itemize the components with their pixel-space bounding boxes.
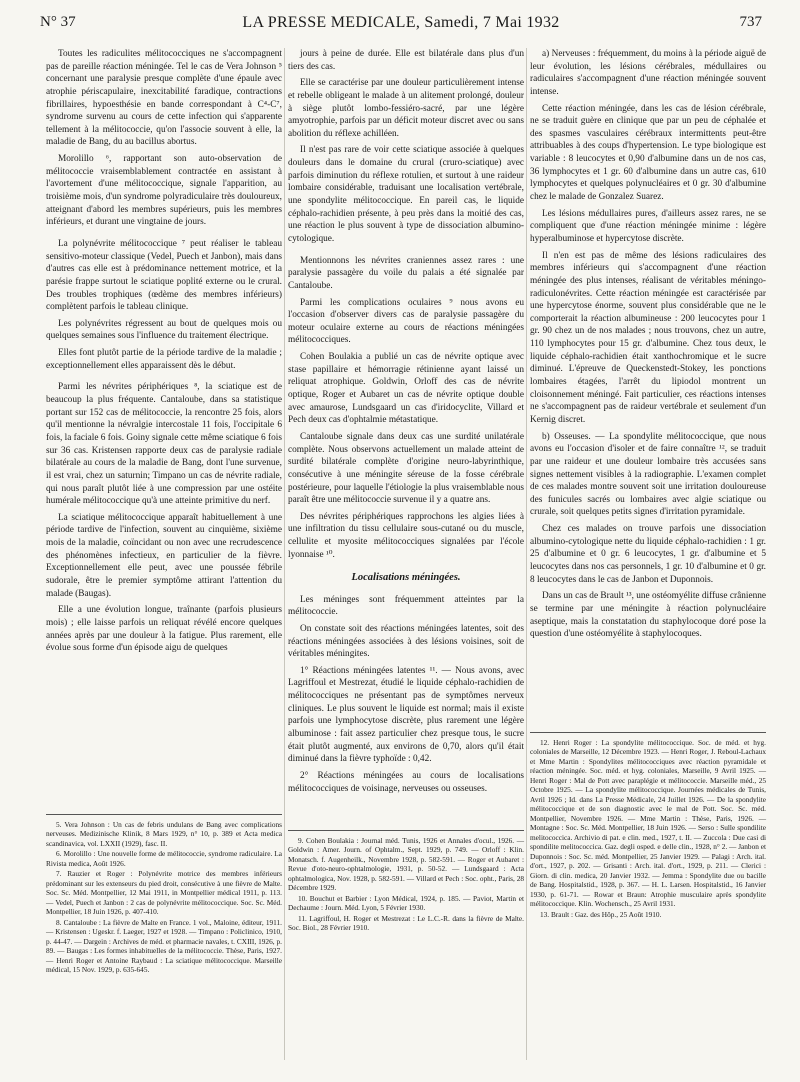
footnote: 9. Cohen Boulakia : Journal méd. Tunis, 1926 et Annales d'ocul., 1926. — Goldwin : Amer. Journ. of Ophtalm., Sept. 1929, p. 749. — Orloff : Klin. Monatsch. f. Augenheilk., Novembre 1928, p. 582-591. — Roger et Aubaret : Revue d'oto-neuro-ophtalmologie, 1931, p. 50-52. — Lundsgaard : Acta ophtalmologica, Nov. 1928, p. 582-591. — Villard et Pech : Soc. opht., Paris, 28 Décembre 1929.: [288, 836, 524, 893]
column-3: [530, 48, 766, 645]
paragraph: Parmi les névrites périphériques ⁸, la sciatique est de beaucoup la plus fréquente. Cantaloube, dans sa statistique portant sur 152 cas de mélitococcie, la rencontre 25 fois, alors qu'il mentionne la névralgie intercostale 11 fois, l'occipitale 6 fois, la faciale 6 fois. Goiny signale cette même sciatique 6 fois sur 36 cas. Kristensen rapporte deux cas de paralysie radiale bilatérale au cours de la maladie de Bang, dont l'une survenue, il est vrai, chez un saturnin; Timpano un cas de névrite radiale, qui nous paraît plutôt liée à une compression par une ostéite humérale mélitococcique qu'à une atteinte primitive du nerf.: [46, 382, 282, 507]
footnote: 7. Rauzier et Roger : Polynévrite motrice des membres inférieurs prédominant sur les extenseurs du pied droit, consécutive à une fièvre de Malte. Soc. Sc. Méd. Montpellier, 12 Mai 1911, in Montpellier médical 1911, p. 113. — Vedel, Puech et Janbon : 2 cas de polynévrite mélitococcique. Soc. Sc. Méd. Montpellier, 18 Juin 1926, p. 407-410.: [46, 869, 282, 917]
paragraph: La sciatique mélitococcique apparaît habituellement à une période tardive de l'infection, souvent au cinquième, sixième mois de la maladie, coïncidant ou non avec une recrudescence des phénomènes infectieux, en particulier de la fièvre. Exceptionnellement elle peut, avec une poussée fébrile sudorale, être le premier symptôme attirant l'attention du malade (Baugas).: [46, 512, 282, 599]
column-divider: [284, 48, 285, 1060]
paragraph: Des névrites périphériques rapprochons les algies liées à une infiltration du tissu cellulaire sous-cutané ou du muscle, cellulite et myosite mélitococciques signalées par l'école lyonnaise ¹⁰.: [288, 511, 524, 560]
column-2: [288, 48, 524, 799]
paragraph: Toutes les radiculites mélitococciques ne s'accompagnent pas de pareille réaction méningée. Tel le cas de Vera Johnson ⁵ concernant une paralysie presque complète d'une épaule avec atrophie périscapulaire, inexcitabilité faradique, contractions fibrillaires, hypoesthésie en bande correspondant à C⁴-C⁷, syndrome survenu au cours de cette infection qui s'apparente tellement à la mélitococcie, qu'on l'associe souvent à elle, la maladie de Bang, du au bacillus abortus.: [46, 49, 282, 148]
paragraph: Parmi les complications oculaires ⁹ nous avons eu l'occasion d'observer divers cas de paralysie passagère du moteur oculaire externe au cours de réactions méningées mélitococciques.: [288, 297, 524, 346]
footnote: 6. Morolillo : Une nouvelle forme de mélitococcie, syndrome radiculaire. La Rivista medica, Août 1926.: [46, 849, 282, 868]
paragraph: jours à peine de durée. Elle est bilatérale dans plus d'un tiers des cas.: [288, 49, 524, 72]
paragraph: Les méninges sont fréquemment atteintes par la mélitococcie.: [288, 594, 524, 618]
paragraph: Cantaloube signale dans deux cas une surdité unilatérale complète. Nous observons actuellement un malade atteint de surdité bilatérale complète d'origine neuro-labyrinthique, consécutive à une méningite séreuse de la fosse cérébrale postérieure, pour laquelle l'étiologie la plus vraisemblable nous paraît être une mélitococcie survenue il y a quatre ans.: [288, 431, 524, 506]
paragraph: b) Osseuses. — La spondylite mélitococcique, que nous avons eu l'occasion d'isoler et de faire connaître ¹², se traduit par une raideur et une douleur lombaire très accusées sans signes nettement visibles à la radiographie. L'examen complet de ces malades montre souvent soit une irritation douloureuse des funicules sacrés ou lombaires avec algie sciatique ou crurale, soit quelques petits signes d'irritation pyramidale.: [530, 431, 766, 518]
paragraph: Les polynévrites régressent au bout de quelques mois ou quelques semaines sous l'influence du traitement électrique.: [46, 318, 282, 342]
paragraph: Cette réaction méningée, dans les cas de lésion cérébrale, ne se traduit guère en clinique que par un peu de céphalée et des spasmes vasculaires cérébraux intermittents peut-être attribuables à des coups d'hypertension. Le type biologique est variable : 8 leucocytes et 0,90 d'albumine dans un de nos cas, 36 lymphocytes et 1 gr. 60 d'albumine dans un autre cas, 610 lymphocytes et quelques polynucléaires et 0 gr. 30 d'albumine chez le malade de Gonzalez Suarez.: [530, 103, 766, 203]
page-number: 737: [739, 14, 762, 30]
paragraph: Mentionnons les névrites craniennes assez rares : une paralysie passagère du voile du palais a été signalée par Cantaloube.: [288, 255, 524, 291]
paragraph: 1° Réactions méningées latentes ¹¹. — Nous avons, avec Lagriffoul et Mestrezat, étudié le liquide céphalo-rachidien de mélitococciques ne présentant pas de symptômes nerveux cliniques. Le plus souvent le liquide est normal; mais il existe parfois une lymphocytose discrète, plus rarement une légère albuminose : fait assez particulier chez presque tous, le sucre était plutôt augmenté, aux environs de 0,70, alors qu'il était diminué dans la fièvre typhoïde : 0,42.: [288, 665, 524, 765]
footnotes-column-1: [46, 820, 282, 976]
issue-number: N° 37: [40, 14, 76, 30]
footnote: 8. Cantaloube : La fièvre de Malte en France. 1 vol., Maloine, éditeur, 1911. — Kristensen : Ugeskr. f. Laeger, 1927 et 1928. — Timpano : Policlinico, 1910, p. 44-47. — Dargein : Archives de méd. et pharmacie navales, t. CXIII, 1926, p. 89. — Baugas : Les formes inhabituelles de la mélitococcie. Thèse, Paris, 1927. — Henri Roger et Antoine Raybaud : La sciatique mélitococcique. Marseille médical, 15 Nov. 1929, p. 635-645.: [46, 917, 282, 975]
column-1: [46, 48, 282, 659]
footnote: 11. Lagriffoul, H. Roger et Mestrezat : Le L.C.-R. dans la fièvre de Malte. Soc. Biol., 28 Février 1910.: [288, 913, 524, 933]
footnotes-column-3: [530, 738, 766, 920]
paragraph: Elles font plutôt partie de la période tardive de la maladie ; exceptionnellement elles apparaissent dès le début.: [46, 348, 282, 371]
footnote-rule: [288, 830, 524, 831]
footnote: 13. Brault : Gaz. des Hôp., 25 Août 1910.: [540, 909, 662, 919]
paragraph: La polynévrite mélitococcique ⁷ peut réaliser le tableau sensitivo-moteur classique (Vedel, Puech et Janbon), mais dans d'autres cas elle est à prédominance nettement motrice, et la parésie frappe surtout le sciatique poplité externe ou le crural. Des troubles trophiques (œdème des membres inférieurs) complètent parfois le tableau clinique.: [46, 238, 282, 313]
section-heading: Localisations méningées.: [351, 572, 461, 584]
footnote-rule: [530, 732, 766, 733]
paragraph: Il n'est pas rare de voir cette sciatique associée à quelques douleurs dans le domaine du crural (cruro-sciatique) avec parfois diminution du réflexe rotulien, et surtout à une raideur lombaire considérable, traduisant une localisation vertébrale, une spondylite mélitococcique. En pareil cas, le liquide céphalo-rachidien présente, à peu près dans la moitié des cas, une réaction le plus souvent à type de dissociation albumino-cytologique.: [288, 145, 524, 244]
paragraph: Elle a une évolution longue, traînante (parfois plusieurs mois) ; elle laisse parfois un reliquat révélé encore quelques années après par une douleur à la fatigue. Plus rarement, elle évolue sous forme d'un épisode aigu de quelques: [46, 605, 282, 654]
paragraph: Chez ces malades on trouve parfois une dissociation albumino-cytologique nette du liquide céphalo-rachidien : 1 gr. 25 d'albumine et 0 gr. 6 leucocytes, 1 gr. d'albumine et 5 leucocytes dans nos cas personnels, 1 gr. 10 d'albumine et 0 gr. 8 leucocytes dans le cas de Janbon et Duponnois.: [530, 524, 766, 585]
paragraph: Cohen Boulakia a publié un cas de névrite optique avec stase papillaire et hémorragie rétinienne ayant laissé un reliquat atrophique. Goldwin, Orloff des cas de névrite optique, Roger et Aubaret un cas de névrite optique double avec amaurose, Lundsgaard un cas d'iridocyclite, Villard et Pech deux cas d'ophtalmie métastatique.: [288, 352, 524, 426]
paragraph: Il n'en est pas de même des lésions radiculaires des membres inférieurs qui s'accompagnent d'une réaction méningée des plus intenses, réalisant de véritables méningo-radiculonévrites. Cette réaction méningée est caractérisée par une hypercytose énorme, souvent plus considérable que ne le comporterait la réaction albumineuse : 200 leucocytes pour 1 gr. 90 chez un de nos malades ; nous trouvons, chez un autre, 110 lymphocytes pour 15 gr. d'albumine. Chez tous deux, le liquide céphalo-rachidien était xanthochromique et le sucre diminué. L'épreuve de Queckenstedt-Stokey, les ponctions lombaires étagées, l'arrêt du lipiodol montrent un cloisonnement méningé. Fait particulier, ces réactions intenses ne s'accompagnent pas de raideur vertébrale et seulement d'un Kernig discret.: [530, 250, 766, 425]
paragraph: Dans un cas de Brault ¹³, une ostéomyélite diffuse crânienne se termine par une méningite à réaction polynucléaire aseptique, mais la constatation du staphylocoque doré pose la question d'une ostéomyélite à staphylocoques.: [530, 591, 766, 640]
footnote-rule: [46, 814, 282, 815]
paragraph: Les lésions médullaires pures, d'ailleurs assez rares, ne se compliquent que d'une réaction méningée minime : légère hyperalbuminose et hypercytose discrète.: [530, 208, 766, 244]
footnotes-column-2: [288, 836, 524, 934]
paragraph: Morolillo ⁶, rapportant son auto-observation de mélitococcie vraisemblablement contractée en assistant à l'avortement d'une mélitococcique, signale l'apparition, au troisième mois, d'un syndrome polyradiculaire très douloureux, atteignant d'abord les membres supérieurs, puis les membres inférieurs, et durant une vingtaine de jours.: [46, 154, 282, 228]
page-header: [40, 14, 762, 36]
footnote: 5. Vera Johnson : Un cas de febris undulans de Bang avec complications nerveuses. Medizinische Klinik, 8 Mars 1929, n° 10, p. 389 et Acta medica scandinavica, vol. LXXII (1929), fasc. II.: [46, 820, 282, 848]
footnote: 12. Henri Roger : La spondylite mélitococcique. Soc. de méd. et hyg. coloniales de Marseille, 12 Décembre 1923. — Henri Roger, J. Reboul-Lachaux et Mme Martin : Spondylites mélitococciques avec réaction pyramidale et réaction méningée. Soc. méd. et hyg. coloniales, Marseille, 9 Avril 1925. — Henri Roger : Mal de Pott avec paraplégie et mélitococcie. Marseille méd., 25 Octobre 1925. — La spondylite mélitococcique. Journées médicales de Tunis, Avril 1926 ; Id. dans La Presse Médicale, 24 Juillet 1926. — De la spondylite mélitococcique et de son diagnostic avec le mal de Pott. Soc. Sc. méd. Montpellier, Novembre 1926. — Mme Martin : Thèse, Paris, 1926. — Montagne : Soc. Sc. Méd. Montpellier, 18 Juin 1926. — Serso : Sulle spondilite melitococcica. Archivio di pat. e clin. med., 1927, t. II. — Zuccola : Due casi di spondilite melitococcica. Gaz. degli osped. e delle clin., 1928, n° 2. — Janbon et Duponnois : Soc. Sc. méd. Montpellier, 25 Janvier 1929. — Palagi : Arch. ital. d'ort., 1927, p. 202. — Grisanti : Arch. ital. d'ort., 1929, p. 211. — Clerici : Giorn. di clin. medica, 20 Janvier 1932. — Jemma : Spondylite due ou bacille de Bang. Hospitalstid., 1928, p. 367. — H. L. Larsen. Hospitalstid., 16 Janvier 1930, p. 61-71. — Rowar et Braun: Atrophie musculaire après spondylite mélitococcique. Klin. Wochensch., 25 Avril 1931.: [530, 738, 766, 909]
paragraph: On constate soit des réactions méningées latentes, soit des réactions méningées associées à des lésions voisines, soit de véritables méningites.: [288, 623, 524, 660]
paragraph: Elle se caractérise par une douleur particulièrement intense et rebelle obligeant le malade à un alitement prolongé, douleur à siège plutôt lombo-fessiéro-sacré, par une légère amyotrophie, parfois par un déficit moteur discret avec ou sans abolition du réflexe achilléen.: [288, 78, 524, 139]
column-divider: [526, 48, 527, 1060]
journal-title: LA PRESSE MEDICALE, Samedi, 7 Mai 1932: [242, 14, 560, 31]
paragraph: a) Nerveuses : fréquemment, du moins à la période aiguë de leur évolution, les lésions cérébrales, médullaires ou radiculaires s'accompagnent d'une réaction méningée souvent intense.: [530, 49, 766, 97]
footnote: 10. Bouchut et Barbier : Lyon Médical, 1924, p. 185. — Paviot, Martin et Dechaume : Journ. Méd. Lyon, 5 Février 1930.: [288, 893, 524, 913]
paragraph: 2° Réactions méningées au cours de localisations mélitococciques de voisinage, nerveuses ou osseuses.: [288, 770, 524, 794]
